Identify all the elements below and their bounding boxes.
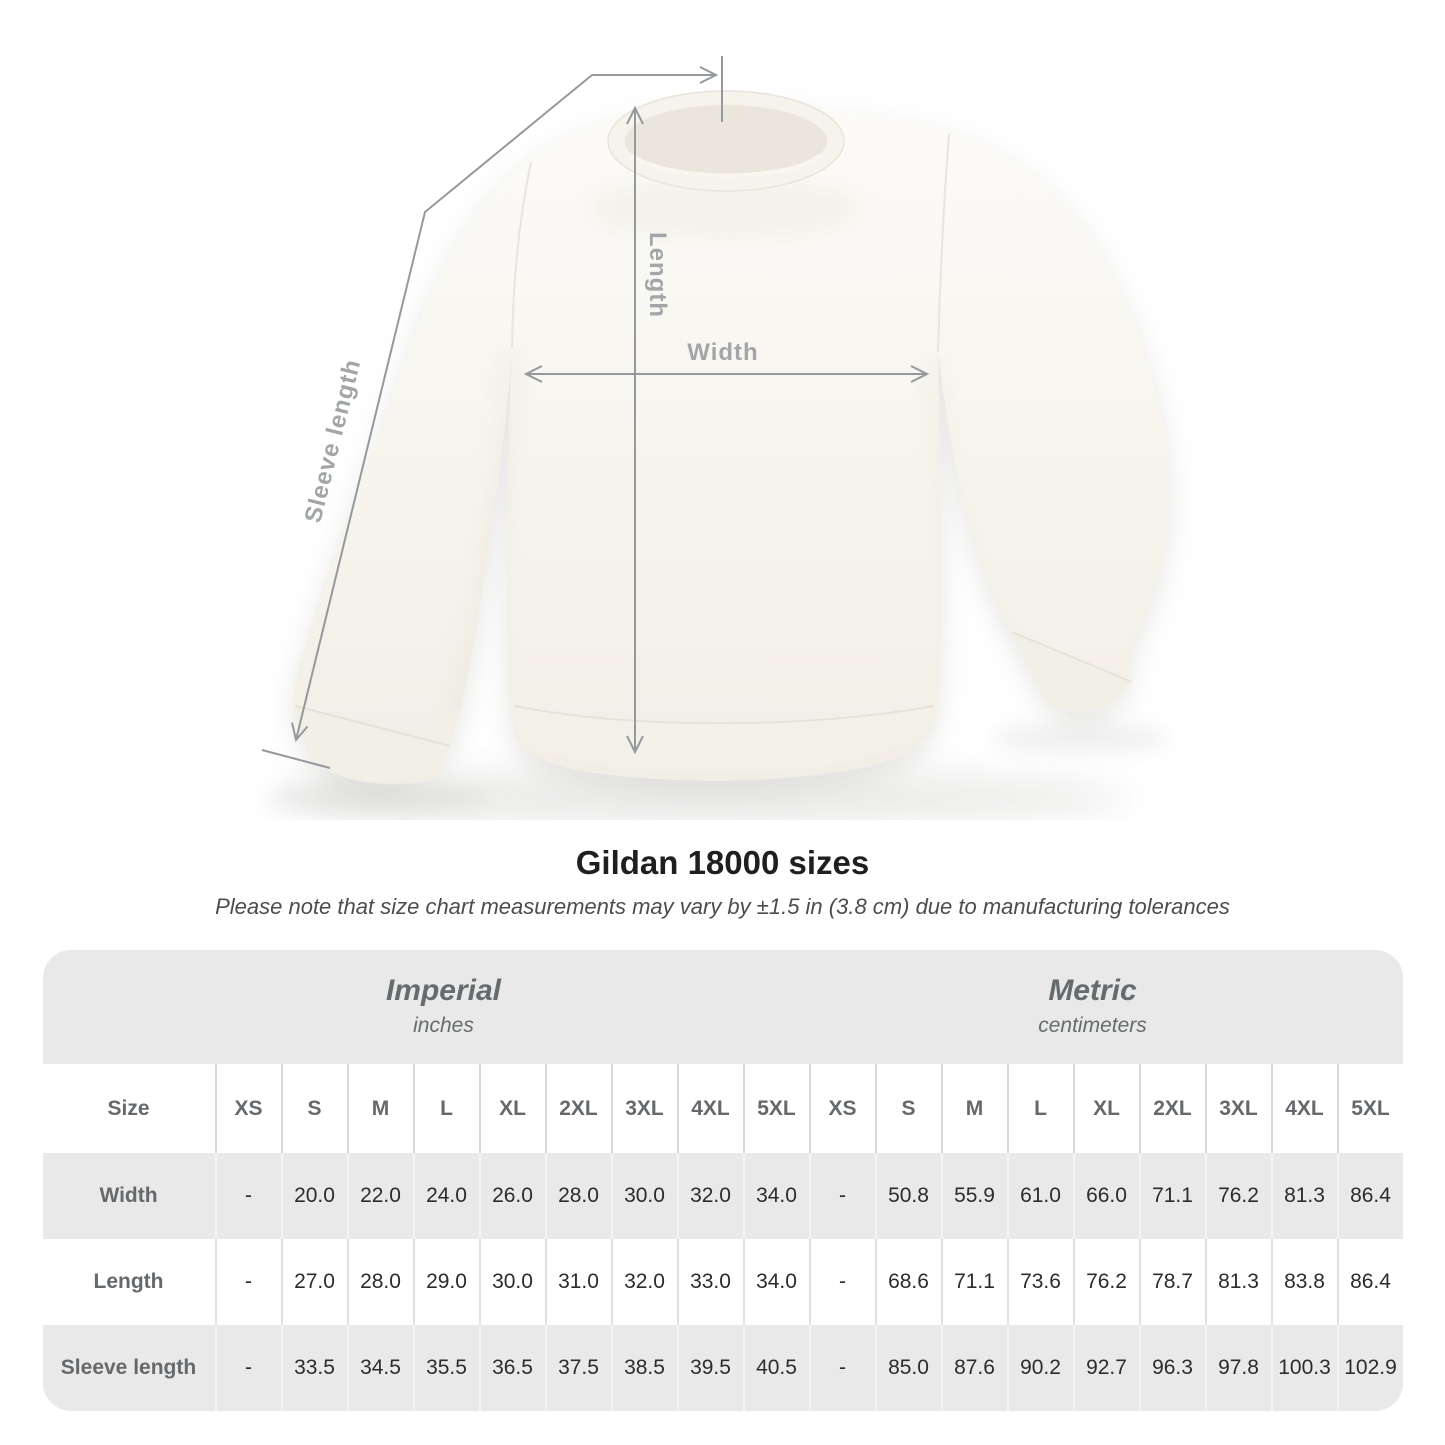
table-cell: 27.0 [281,1239,347,1325]
table-cell: 86.4 [1337,1239,1403,1325]
table-cell: 20.0 [281,1153,347,1239]
table-cell: 102.9 [1337,1325,1403,1411]
table-cell: - [809,1239,875,1325]
table-cell: - [215,1325,281,1411]
table-cell: 100.3 [1271,1325,1337,1411]
table-cell: 87.6 [941,1325,1007,1411]
sleeve-length-label: Sleeve length [299,356,367,526]
col-header: 4XL [677,1064,743,1153]
table-cell: 22.0 [347,1153,413,1239]
width-label: Width [687,339,759,366]
col-header: XL [1073,1064,1139,1153]
table-cell: - [215,1239,281,1325]
table-cell: 81.3 [1205,1239,1271,1325]
table-cell: 34.0 [743,1153,809,1239]
col-header: S [875,1064,941,1153]
collar [608,91,844,191]
table-cell: 28.0 [545,1153,611,1239]
tolerance-note: Please note that size chart measurements may vary by ±1.5 in (3.8 cm) due to manufacturing tolerances [215,894,1230,919]
table-cell: 81.3 [1271,1153,1337,1239]
table-cell: 33.0 [677,1239,743,1325]
length-label: Length [644,232,671,318]
col-header: 5XL [743,1064,809,1153]
table-cell: 86.4 [1337,1153,1403,1239]
table-cell: 78.7 [1139,1239,1205,1325]
table-cell: 85.0 [875,1325,941,1411]
table-cell: 76.2 [1205,1153,1271,1239]
unit-group-imperial [43,950,809,1064]
col-header: XS [809,1064,875,1153]
table-cell: 26.0 [479,1153,545,1239]
metric-label: Metric [1048,974,1137,1007]
row-label: Length [43,1239,215,1325]
table-cell: 71.1 [1139,1153,1205,1239]
table-cell: 31.0 [545,1239,611,1325]
col-header: L [413,1064,479,1153]
table-cell: 61.0 [1007,1153,1073,1239]
table-cell: 30.0 [479,1239,545,1325]
size-header: Size [43,1064,215,1153]
col-header: M [941,1064,1007,1153]
size-header-row [43,1064,1403,1153]
table-cell: 68.6 [875,1239,941,1325]
table-cell: 50.8 [875,1153,941,1239]
table-cell: 30.0 [611,1153,677,1239]
col-header: 2XL [1139,1064,1205,1153]
table-cell: 32.0 [677,1153,743,1239]
col-header: L [1007,1064,1073,1153]
col-header: 5XL [1337,1064,1403,1153]
table-cell: 35.5 [413,1325,479,1411]
table-cell: 40.5 [743,1325,809,1411]
table-cell: 29.0 [413,1239,479,1325]
table-cell: 90.2 [1007,1325,1073,1411]
col-header: 4XL [1271,1064,1337,1153]
imperial-label: Imperial [385,974,502,1007]
table-cell: - [809,1153,875,1239]
size-chart [43,950,1403,1411]
unit-group-row [43,950,1403,1064]
table-cell: 96.3 [1139,1325,1205,1411]
page-title: Gildan 18000 sizes [575,844,870,881]
table-cell: 83.8 [1271,1239,1337,1325]
table-cell: 55.9 [941,1153,1007,1239]
table-cell: 32.0 [611,1239,677,1325]
table-cell: 73.6 [1007,1239,1073,1325]
table-cell: 34.0 [743,1239,809,1325]
table-cell: 28.0 [347,1239,413,1325]
table-cell: 71.1 [941,1239,1007,1325]
size-chart-table [43,950,1403,1411]
col-header: 3XL [1205,1064,1271,1153]
table-cell: 38.5 [611,1325,677,1411]
table-cell: 97.8 [1205,1325,1271,1411]
col-header: 2XL [545,1064,611,1153]
col-header: XL [479,1064,545,1153]
table-cell: 33.5 [281,1325,347,1411]
row-label: Width [43,1153,215,1239]
sweatshirt-illustration [293,91,1168,784]
col-header: M [347,1064,413,1153]
imperial-unit: inches [413,1014,474,1037]
col-header: 3XL [611,1064,677,1153]
table-cell: 39.5 [677,1325,743,1411]
table-cell: 34.5 [347,1325,413,1411]
metric-unit: centimeters [1038,1014,1147,1037]
table-cell: 24.0 [413,1153,479,1239]
table-cell: 66.0 [1073,1153,1139,1239]
col-header: S [281,1064,347,1153]
table-cell: 37.5 [545,1325,611,1411]
table-cell: - [215,1153,281,1239]
table-row-sleeve-length [43,1325,1403,1411]
table-row-width [43,1153,1403,1239]
row-label: Sleeve length [43,1325,215,1411]
table-cell: - [809,1325,875,1411]
table-cell: 92.7 [1073,1325,1139,1411]
table-cell: 76.2 [1073,1239,1139,1325]
table-cell: 36.5 [479,1325,545,1411]
unit-group-metric [809,950,1403,1064]
table-row-length [43,1239,1403,1325]
col-header: XS [215,1064,281,1153]
